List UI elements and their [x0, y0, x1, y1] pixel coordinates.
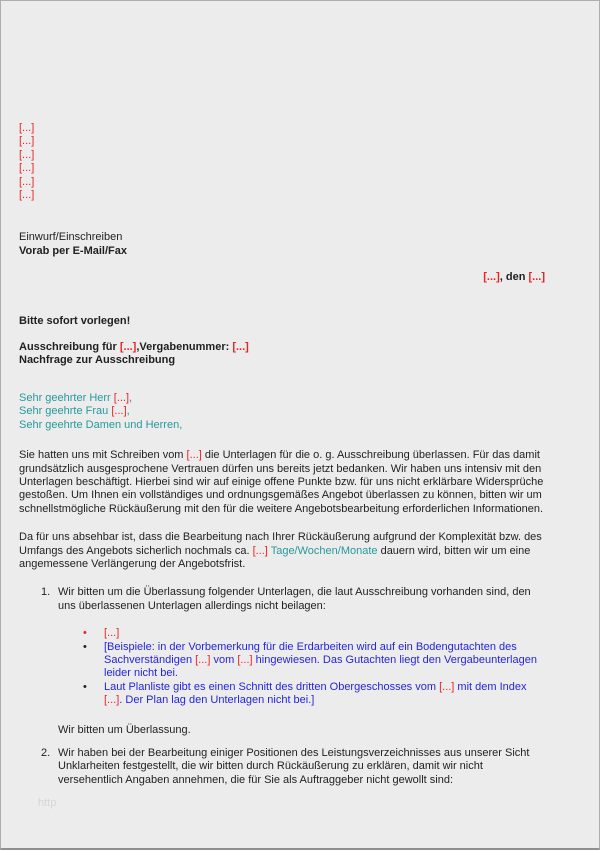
footer-watermark: http — [38, 797, 57, 809]
bullet-item — [83, 627, 545, 640]
numbered-item-text: Wir bitten um die Überlassung folgender Unterlagen, die laut Ausschreibung vorhanden sind, den uns überlassenen Unterlagen allerdings nicht beilagen: — [58, 586, 531, 612]
recipient-line: [...] — [19, 135, 35, 148]
delivery-method-block — [19, 231, 545, 258]
bullet-text: [Beispiele: in der Vorbemerkung für die Erdarbeiten wird auf ein Bodengutachten des Sachverständigen [...] vom [...] hingewiesen. Das Gutachten liegt den Vergabeunterlagen leider nicht bei. — [104, 640, 537, 680]
bullet-icon: • — [83, 680, 87, 693]
recipient-address-block — [19, 122, 545, 202]
closing-request: Wir bitten um Überlassung. — [58, 723, 191, 736]
bullet-icon: • — [83, 627, 87, 640]
delivery-method-line-bold: Vorab per E-Mail/Fax — [19, 244, 127, 257]
body-paragraph-2: Da für uns absehbar ist, dass die Bearbeitung nach Ihrer Rückäußerung aufgrund der Komplexität bzw. des Umfangs des Angebots sicherlich nochmals ca. [...] Tage/Wochen/Monate dauern wird, bitten wir um eine angemessene Verlängerung der Angebotsfrist. — [19, 531, 542, 570]
numbered-item-text: Wir haben bei der Bearbeitung einiger Positionen des Leistungsverzeichnisses aus unserer Sicht Unklarheiten festgestellt, die wir bitten durch Rückäußerung zu erklären, damit wir nicht versehentlich Angaben annehmen, die für Sie als Auftraggeber nicht gewollt sind: — [58, 747, 530, 786]
bullet-text: Laut Planliste gibt es einen Schnitt des dritten Obergeschosses vom [...] mit dem Index [...]. Der Plan lag den Unterlagen nicht bei.] — [104, 680, 527, 707]
salutation-block — [19, 392, 545, 432]
numbered-item-2 — [41, 747, 545, 787]
recipient-line: [...] — [19, 148, 35, 161]
letter-content — [1, 122, 599, 787]
bullet-item — [83, 681, 545, 708]
subject-line-2: Nachfrage zur Ausschreibung — [19, 354, 176, 367]
subject-block — [19, 341, 545, 368]
recipient-line: [...] — [19, 189, 35, 202]
bullet-item — [83, 641, 545, 681]
item-number: 2. — [41, 747, 51, 759]
bullet-list — [19, 627, 545, 707]
salutation-line: Sehr geehrter Herr [...], — [19, 391, 133, 404]
salutation-line: Sehr geehrte Frau [...], — [19, 405, 130, 418]
recipient-line: [...] — [19, 162, 35, 175]
bullet-icon: • — [83, 640, 87, 653]
numbered-item-1 — [41, 586, 545, 613]
body-paragraph-1: Sie hatten uns mit Schreiben vom [...] die Unterlagen für die o. g. Ausschreibung überlassen. Für das damit grundsätzlich ausgesprochene Vertrauen dürfen uns bereits jetzt bedanken. Wir haben uns intensiv mit den Unterlagen beschäftigt. Hierbei sind wir auf einige offene Punkte bzw. für uns nicht erklärbare Widersprüche gestoßen. Um Ihnen ein vollständiges und ordnungsgemäßes Angebot überlassen zu können, bitten wir um schnellstmögliche Rückäußerung mit den für die weitere Angebotsbearbeitung erforderlichen Informationen. — [19, 449, 544, 515]
bullet-text: [...] — [104, 627, 120, 640]
subject-line-1: Ausschreibung für [...],Vergabenummer: [...] — [19, 341, 249, 354]
recipient-line: [...] — [19, 122, 35, 134]
numbered-list — [19, 586, 545, 787]
salutation-line: Sehr geehrte Damen und Herren, — [19, 418, 183, 431]
date-line: [...], den [...] — [483, 271, 545, 284]
item-number: 1. — [41, 586, 51, 599]
recipient-line: [...] — [19, 175, 35, 188]
urgency-note: Bitte sofort vorlegen! — [19, 314, 131, 327]
delivery-method-line: Einwurf/Einschreiben — [19, 231, 123, 244]
